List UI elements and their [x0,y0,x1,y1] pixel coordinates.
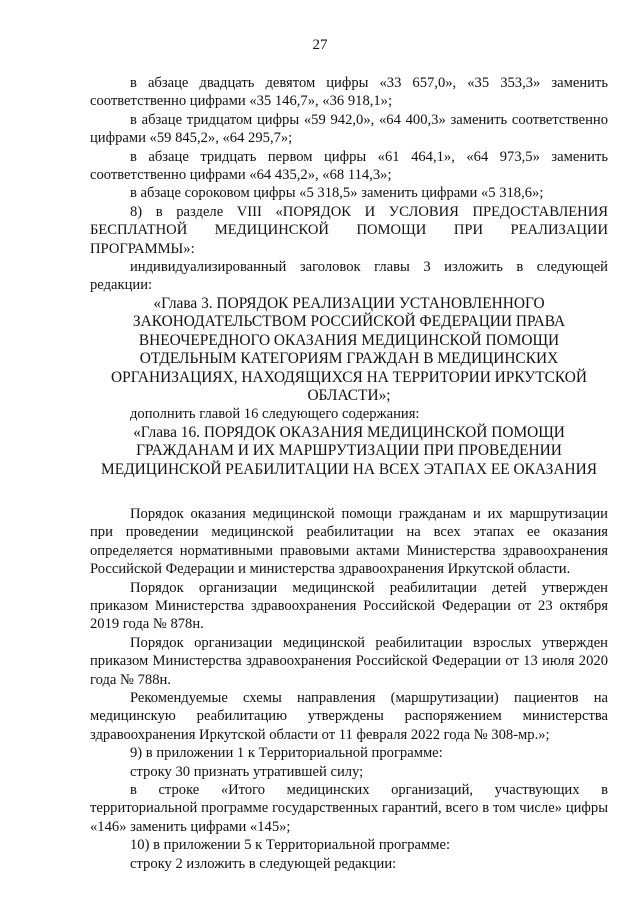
spacer [90,479,608,505]
paragraph-chapter3-intro: индивидуализированный заголовок главы 3 изложить в следующей редакции: [90,259,608,294]
document-body [90,74,608,873]
paragraph-add-chapter16: дополнить главой 16 следующего содержания: [130,406,420,423]
heading-chapter-16: «Глава 16. ПОРЯДОК ОКАЗАНИЯ МЕДИЦИНСКОЙ ПОМОЩИ ГРАЖДАНАМ И ИХ МАРШРУТИЗАЦИИ ПРИ ПРОВЕДЕНИИ МЕДИЦИНСКОЙ РЕАБИЛИТАЦИИ НА ВСЕХ ЭТАПАХ ЕЕ ОКАЗАНИЯ [101,423,597,478]
paragraph-section-8: 8) в разделе VIII «ПОРЯДОК И УСЛОВИЯ ПРЕДОСТАВЛЕНИЯ БЕСПЛАТНОЙ МЕДИЦИНСКОЙ ПОМОЩИ ПРИ РЕАЛИЗАЦИИ ПРОГРАММЫ»: [90,203,608,257]
paragraph-row-2: строку 2 изложить в следующей редакции: [130,855,397,872]
paragraph-abzac-29: в абзаце двадцать девятом цифры «33 657,0», «35 353,3» заменить соответственно цифрами «35 146,7», «36 918,1»; [90,75,608,110]
paragraph-row-30: строку 30 признать утратившей силу; [130,763,364,780]
paragraph-item-10: 10) в приложении 5 к Территориальной программе: [130,837,451,854]
paragraph-item-9: 9) в приложении 1 к Территориальной программе: [130,745,443,762]
paragraph-procedure: Порядок оказания медицинской помощи гражданам и их маршрутизации при проведении медицинской реабилитации на всех этапах ее оказания определяется нормативными правовыми актами Министерства здравоохранения Российской Федерации и министерства здравоохранения Иркутской области. [90,505,608,578]
paragraph-routing-schemes: Рекомендуемые схемы направления (маршрутизации) пациентов на медицинскую реабилитацию утверждены распоряжением министерства здравоохранения Иркутской области от 11 февраля 2022 года № 308-мр.»; [90,690,608,743]
paragraph-adult-rehab: Порядок организации медицинской реабилитации взрослых утвержден приказом Министерства здравоохранения Российской Федерации от 13 июля 2020 года № 788н. [90,634,608,688]
page-number: 27 [312,37,328,53]
paragraph-row-total: в строке «Итого медицинских организаций, участвующих в территориальной программе государственных гарантий, всего в том числе» цифры «146» заменить цифрами «145»; [90,782,608,835]
paragraph-children-rehab: Порядок организации медицинской реабилитации детей утвержден приказом Министерства здравоохранения Российской Федерации от 23 октября 2019 года № 878н. [90,579,608,633]
heading-chapter-3: «Глава 3. ПОРЯДОК РЕАЛИЗАЦИИ УСТАНОВЛЕННОГО ЗАКОНОДАТЕЛЬСТВОМ РОССИЙСКОЙ ФЕДЕРАЦИИ ПРАВА ВНЕОЧЕРЕДНОГО ОКАЗАНИЯ МЕДИЦИНСКОЙ ПОМОЩИ ОТДЕЛЬНЫМ КАТЕГОРИЯМ ГРАЖДАН В МЕДИЦИНСКИХ ОРГАНИЗАЦИЯХ, НАХОДЯЩИХСЯ НА ТЕРРИТОРИИ ИРКУТСКОЙ ОБЛАСТИ»; [111,294,587,404]
paragraph-abzac-31: в абзаце тридцать первом цифры «61 464,1», «64 973,5» заменить соответственно цифрами «64 435,2», «68 114,3»; [90,148,608,184]
paragraph-abzac-40: в абзаце сороковом цифры «5 318,5» заменить цифрами «5 318,6»; [130,185,544,202]
paragraph-abzac-30: в абзаце тридцатом цифры «59 942,0», «64 400,3» заменить соответственно цифрами «59 845,2», «64 295,7»; [90,111,608,147]
